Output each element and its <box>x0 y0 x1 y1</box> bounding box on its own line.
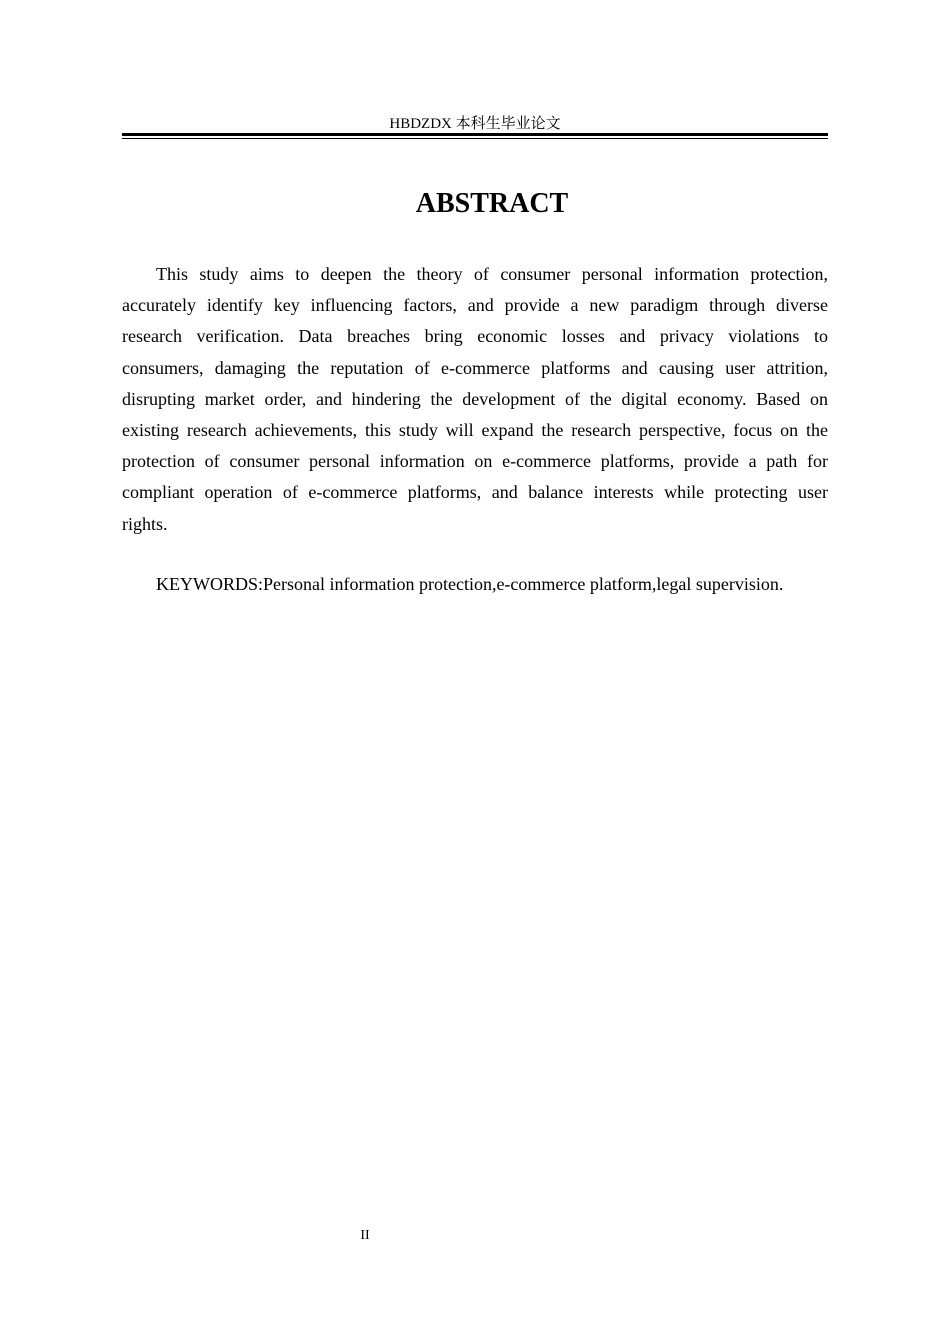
abstract-paragraph: This study aims to deepen the theory of consumer personal information protection, accurately identify key influencing factors, and provide a new paradigm through diverse research verification. Data breaches bring economic losses and privacy violations to consumers, damaging the reputation of e-commerce platforms and causing user attrition, disrupting market order, and hindering the development of the digital economy. Based on existing research achievements, this study will expand the research perspective, focus on the protection of consumer personal information on e-commerce platforms, provide a path for compliant operation of e-commerce platforms, and balance interests while protecting user rights. <box>122 264 828 534</box>
page-title: ABSTRACT <box>415 188 569 219</box>
page-number: II <box>360 1228 370 1243</box>
running-header: HBDZDX 本科生毕业论文 <box>389 116 561 132</box>
header-double-rule <box>122 133 828 139</box>
keywords-paragraph: KEYWORDS:Personal information protection,e-commerce platform,legal supervision. <box>156 574 784 594</box>
